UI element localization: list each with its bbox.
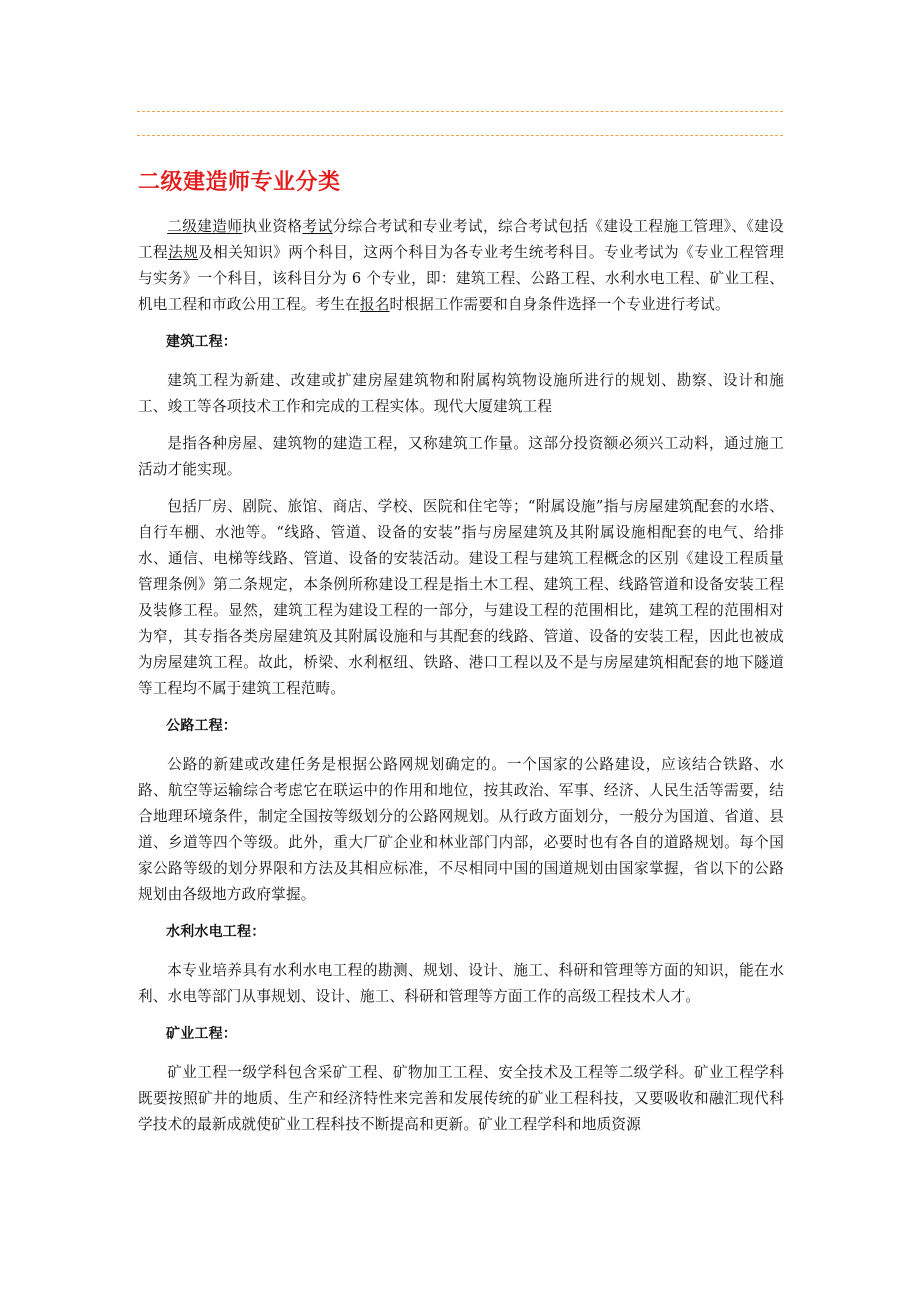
intro-paragraph [138,214,784,318]
section-gonglu-paragraph: 公路的新建或改建任务是根据公路网规划确定的。一个国家的公路建设，应该结合铁路、水路、航空等运输综合考虑它在联运中的作用和地位，按其政治、军事、经济、人民生活等需要，结合地理环境条件，制定全国按等级划分的公路网规划。从行政方面划分，一般分为国道、省道、县道、乡道等四个等级。此外，重大厂矿企业和林业部门内部，必要时也有各自的道路规划。每个国家公路等级的划分界限和方法及其相应标准，不尽相同中国的国道规划由国家掌握，省以下的公路规划由各级地方政府掌握。 [138,756,784,903]
section-heading-shuili: 水利水电工程： [166,924,266,940]
section-heading-jianzhu: 建筑工程： [166,334,237,350]
document-body [138,166,784,1149]
intro-text-3: 及相关知识》两个科目，这两个科目为各专业考生统考科目。专业考试为《专业工程管理与实务》一个科目，该科目分为 6 个专业，即：建筑工程、公路工程、水利水电工程、矿业工程、机电工程和市政公用工程。考生在 [138,244,784,313]
section-jianzhu-paragraph-1: 建筑工程为新建、改建或扩建房屋建筑物和附属构筑物设施所进行的规划、勘察、设计和施工、竣工等各项技术工作和完成的工程实体。现代大厦建筑工程 [138,372,784,415]
link-erji-jianzaoshi[interactable]: 二级建造师 [167,218,243,235]
intro-text-1: 执业资格 [242,218,303,235]
header-divider-bottom [137,135,783,136]
section-jianzhu-paragraph-3: 包括厂房、剧院、旅馆、商店、学校、医院和住宅等；“附属设施”指与房屋建筑配套的水塔、自行车棚、水池等。“线路、管道、设备的安装”指与房屋建筑及其附属设施相配套的电气、给排水、通信、电梯等线路、管道、设备的安装活动。建设工程与建筑工程概念的区别《建设工程质量管理条例》第二条规定，本条例所称建设工程是指土木工程、建筑工程、线路管道和设备安装工程及装修工程。显然，建筑工程为建设工程的一部分，与建设工程的范围相比，建筑工程的范围相对为窄，其专指各类房屋建筑及其附属设施和与其配套的线路、管道、设备的安装工程，因此也被成为房屋建筑工程。故此，桥梁、水利枢纽、铁路、港口工程以及不是与房屋建筑相配套的地下隧道等工程均不属于建筑工程范畴。 [138,498,784,697]
link-baoming[interactable]: 报名 [359,296,390,313]
link-kaoshi[interactable]: 考试 [302,218,333,235]
intro-text-4: 时根据工作需要和自身条件选择一个专业进行考试。 [389,296,730,313]
section-heading-gonglu: 公路工程： [166,718,237,734]
page-title: 二级建造师专业分类 [138,170,341,195]
header-divider-top [137,111,783,112]
section-jianzhu-paragraph-2: 是指各种房屋、建筑物的建造工程，又称建筑工作量。这部分投资额必须兴工动料，通过施工活动才能实现。 [138,435,784,478]
section-kuangye-paragraph: 矿业工程一级学科包含采矿工程、矿物加工工程、安全技术及工程等二级学科。矿业工程学科既要按照矿井的地质、生产和经济特性来完善和发展传统的矿业工程科技，又要吸收和融汇现代科学技术的最新成就使矿业工程科技不断提高和更新。矿业工程学科和地质资源 [138,1064,784,1133]
intro-text-2: 分综合考试和专业考试，综合考试包括《建设工程施工管理》、《建设工程 [138,218,784,261]
section-heading-kuangye: 矿业工程： [166,1026,237,1042]
link-fagui[interactable]: 法规 [168,244,199,261]
section-shuili-paragraph: 本专业培养具有水利水电工程的勘测、规划、设计、施工、科研和管理等方面的知识，能在水利、水电等部门从事规划、设计、施工、科研和管理等方面工作的高级工程技术人才。 [138,962,784,1005]
